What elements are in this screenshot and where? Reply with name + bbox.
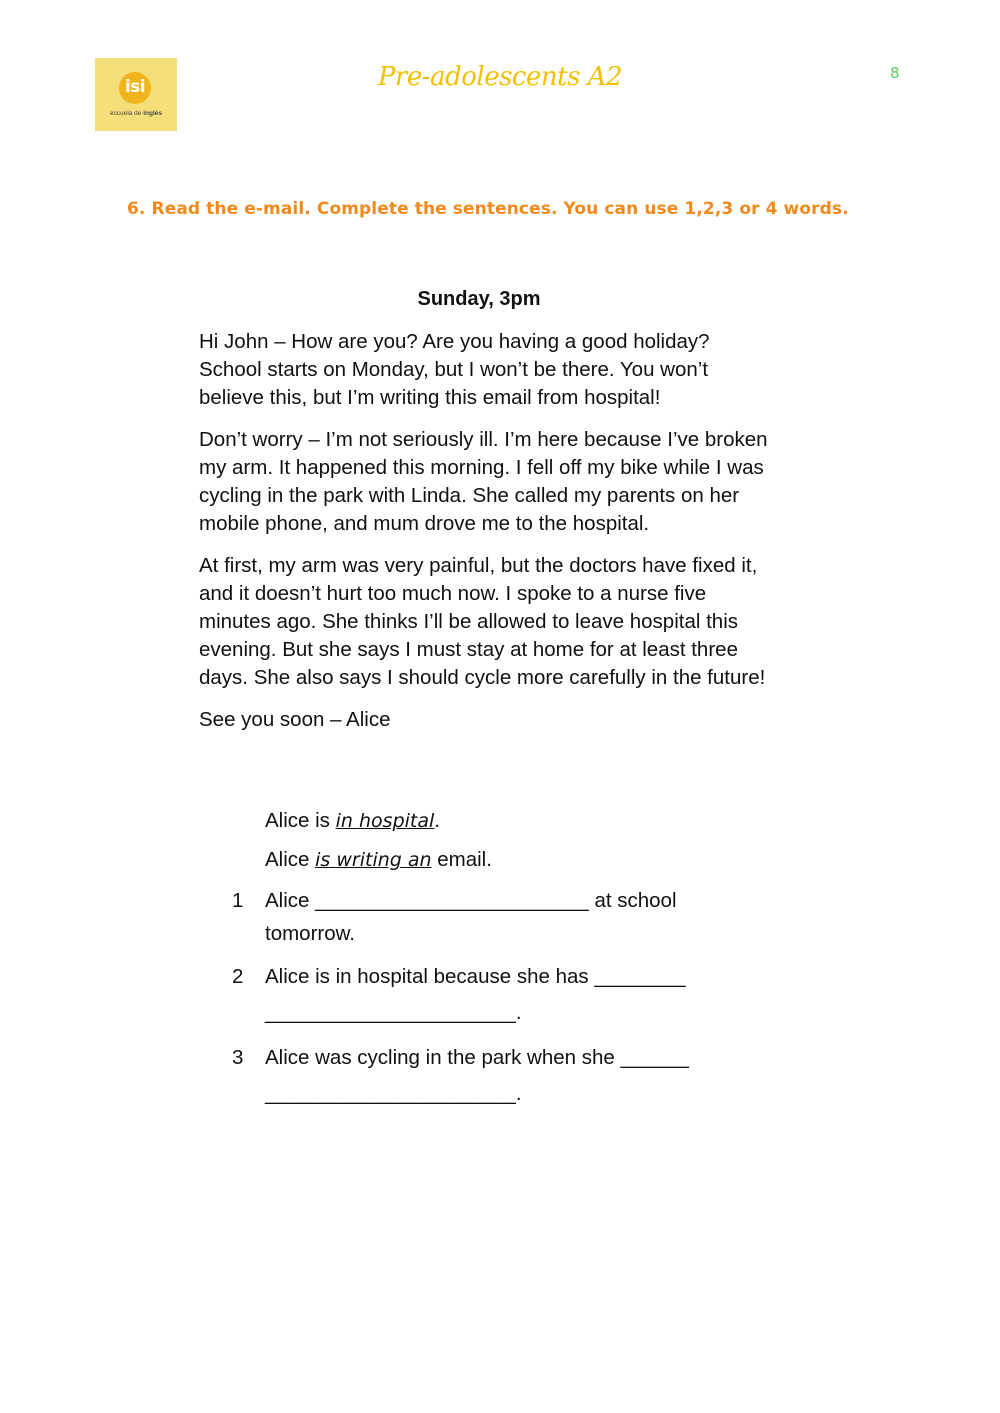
- example-sentence: [232, 845, 792, 875]
- example-text: Alice: [265, 848, 316, 871]
- logo-caption: [95, 110, 177, 117]
- page-title: Pre-adolescents A2: [377, 62, 622, 92]
- question-number: 3: [232, 1046, 244, 1069]
- question-line: tomorrow.: [265, 922, 355, 945]
- question-line: Alice is in hospital because she has ________: [265, 965, 686, 988]
- logo-text-1: escuela de: [109, 110, 142, 117]
- question-number: 2: [232, 965, 244, 988]
- example-text: .: [434, 809, 440, 832]
- question-number: 1: [232, 889, 244, 912]
- question-line: Alice ________________________ at school: [265, 889, 677, 912]
- question-item: [232, 959, 792, 1031]
- question-line: ______________________.: [265, 1001, 522, 1024]
- email-body: [199, 328, 769, 748]
- logo-mark: isi: [119, 72, 151, 104]
- example-text: email.: [431, 848, 492, 871]
- question-item: [232, 884, 792, 950]
- question-item: [232, 1040, 792, 1112]
- example-text: Alice is: [265, 809, 336, 832]
- sentence-list: [232, 806, 792, 1121]
- example-answer: is writing an: [315, 849, 432, 871]
- page-number: 8: [890, 64, 900, 82]
- email-paragraph: Don’t worry – I’m not seriously ill. I’m here because I’ve broken my arm. It happened this morning. I fell off my bike while I was cycling in the park with Linda. She called my parents on her mobile phone, and mum drove me to the hospital.: [199, 428, 768, 535]
- email-date: Sunday, 3pm: [417, 288, 541, 310]
- question-line: Alice was cycling in the park when she ______: [265, 1046, 689, 1069]
- logo-text-2: inglés: [143, 110, 163, 117]
- email-paragraph: Hi John – How are you? Are you having a good holiday? School starts on Monday, but I won’t be there. You won’t believe this, but I’m writing this email from hospital!: [199, 330, 710, 409]
- email-signoff: See you soon – Alice: [199, 708, 391, 731]
- example-answer: in hospital: [335, 810, 435, 832]
- exercise-instruction: 6. Read the e-mail. Complete the sentences. You can use 1,2,3 or 4 words.: [127, 199, 849, 219]
- example-sentence: [232, 806, 792, 836]
- email-paragraph: At first, my arm was very painful, but the doctors have fixed it, and it doesn’t hurt too much now. I spoke to a nurse five minutes ago. She thinks I’ll be allowed to leave hospital this evening. But she says I must stay at home for at least three days. She also says I should cycle more carefully in the future!: [199, 554, 766, 689]
- question-line: ______________________.: [265, 1082, 522, 1105]
